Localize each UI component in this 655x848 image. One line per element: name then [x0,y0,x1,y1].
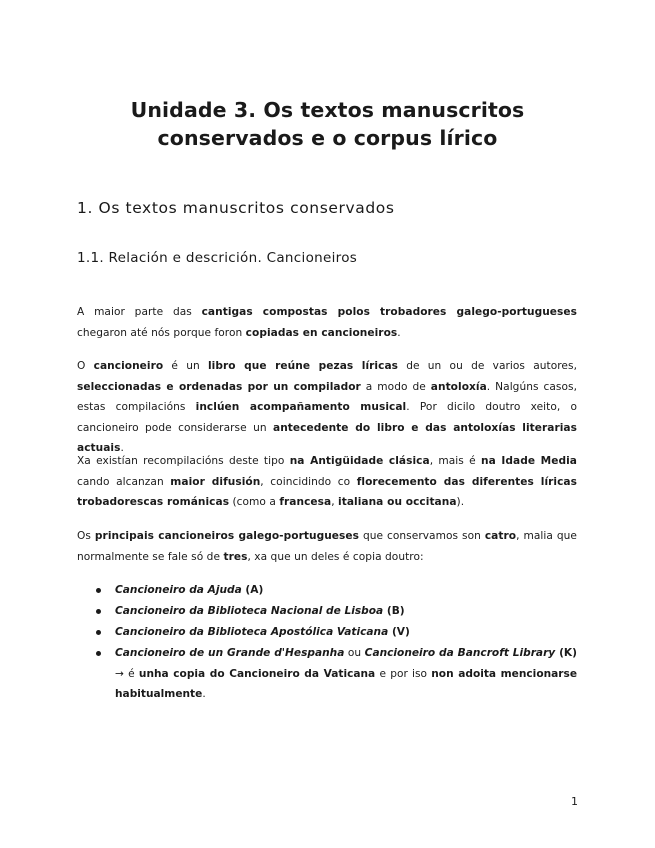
list-item [77,580,577,601]
emphasis: francesa [279,496,332,508]
text: . Por dicilo doutro xeito, o cancioneiro pode considerarse un [77,401,577,434]
cancioneiro-title: Cancioneiro da Bancroft Library [364,647,556,659]
list-item [77,643,577,705]
cancioneiro-title: Cancioneiro de un Grande d'Hespanha [115,647,345,659]
text: Xa existían recompilacións deste tipo [77,455,290,467]
bullet-icon [96,630,101,635]
list-item [77,601,577,622]
text: , [331,496,339,508]
emphasis: libro que reúne pezas líricas [207,360,398,372]
list-item [77,622,577,643]
text: O [77,360,94,372]
arrow-text: → é [115,667,139,680]
emphasis: catro [484,530,517,542]
emphasis: seleccionadas e ordenadas por un compilador [77,380,361,393]
emphasis: na Antigüidade clásica [289,455,430,467]
cancioneiros-list [77,580,577,705]
emphasis: principais cancioneiros galego-portugueses [94,530,359,542]
emphasis: italiana ou occitana [338,496,457,508]
emphasis: cantigas compostas polos trobadores galego-portugueses [201,306,577,318]
page-title: Unidade 3. Os textos manuscritos conservados e o corpus lírico [130,98,525,150]
emphasis: non adoita mencionarse habitualmente [115,667,577,700]
emphasis: antecedente do libro e das antoloxías literarias actuais [77,421,577,454]
text: de un ou de varios autores, [398,360,577,372]
cancioneiro-title: Cancioneiro da Ajuda [115,584,242,596]
emphasis: tres [223,550,248,563]
cancioneiro-code: (A) [241,584,264,596]
emphasis: inclúen acompañamento musical [195,401,407,413]
page-number: 1 [571,795,578,808]
text: , mais é [429,455,481,467]
paragraph-main-cancioneiros [77,526,577,567]
text: ou [344,647,365,659]
text: , coincidindo co [260,475,357,488]
cancioneiro-code: (K) [555,647,577,659]
paragraph-intro [77,302,577,343]
subsection-heading: 1.1. Relación e descrición. Cancioneiros [77,250,358,266]
paragraph-history [77,451,577,513]
bullet-icon [96,609,101,614]
emphasis: cancioneiro [93,360,164,372]
text: que conservamos son [358,530,485,542]
text: e por iso [375,667,432,680]
text: a modo de [360,380,431,393]
bullet-icon [96,651,101,656]
text: ). [456,496,465,508]
text: chegaron até nós porque foron [77,326,246,339]
text: (como a [229,496,280,508]
text: . [397,326,401,339]
bullet-icon [96,588,101,593]
text: . [120,442,124,454]
emphasis: unha copia do Cancioneiro da Vaticana [138,667,376,680]
text: , xa que un deles é copia doutro: [247,550,424,563]
text: Os [77,530,95,542]
cancioneiro-title: Cancioneiro da Biblioteca Apostólica Vaticana [115,626,389,638]
emphasis: copiadas en cancioneiros [245,326,398,339]
emphasis: antoloxía [430,380,487,393]
text: , malia que normalmente se fale só de [77,530,577,563]
text: cando alcanzan [77,475,171,488]
emphasis: maior difusión [170,475,261,488]
cancioneiro-code: (B) [383,605,405,617]
text: . Nalgúns casos, estas compilacións [77,380,578,413]
cancioneiro-code: (V) [388,626,410,638]
emphasis: florecemento das diferentes líricas trobadorescas románicas [77,475,577,508]
paragraph-definition [77,356,577,459]
text: é un [163,360,208,372]
text: A maior parte das [77,306,202,318]
text: . [202,688,206,700]
section-heading: 1. Os textos manuscritos conservados [77,199,395,217]
cancioneiro-title: Cancioneiro da Biblioteca Nacional de Lisboa [115,605,384,617]
emphasis: na Idade Media [480,455,577,467]
